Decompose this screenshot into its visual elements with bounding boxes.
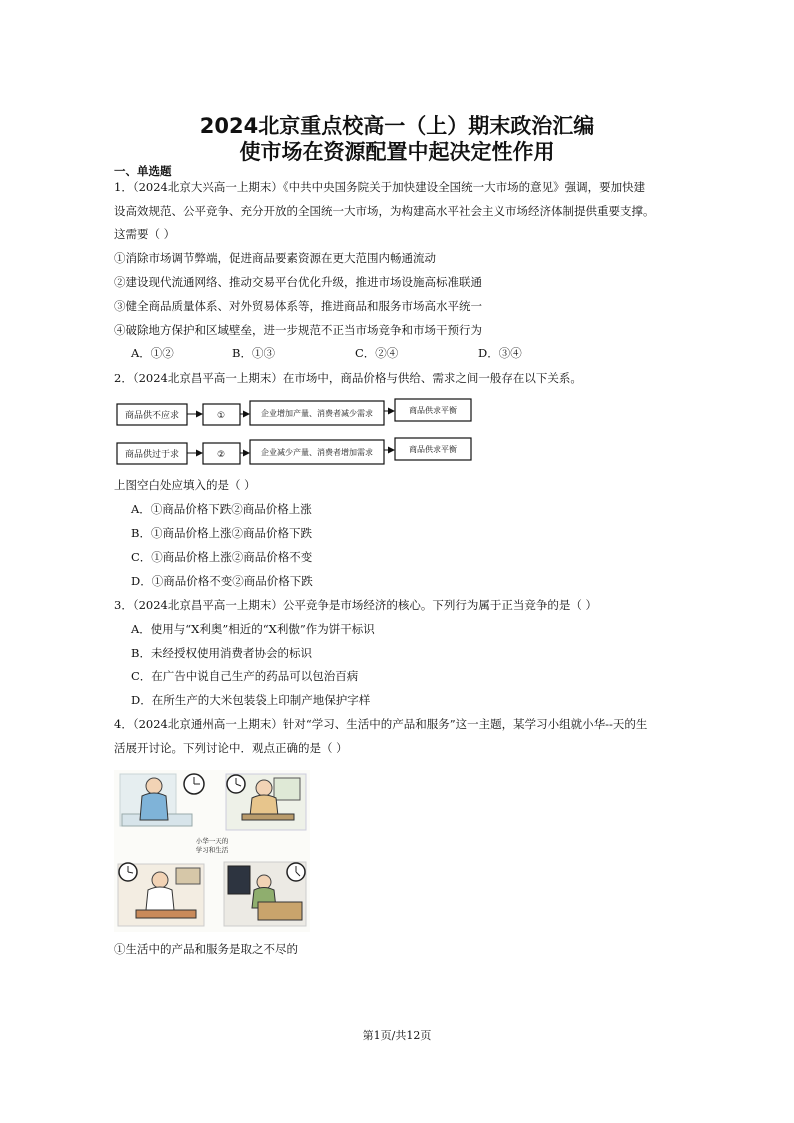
section-heading: 一、单选题	[114, 164, 172, 178]
panel-lunch	[118, 863, 204, 926]
q1-statement-2: ②建设现代流通网络、推动交易平台优化升级，推进市场设施高标准联通	[114, 275, 482, 289]
q1-statement-4: ④破除地方保护和区域壁垒，进一步规范不正当市场竞争和市场干预行为	[114, 323, 482, 337]
q1-option-b: B．①③	[232, 346, 275, 360]
diagram-row-2	[117, 438, 471, 464]
row1-box-1: 商品供不应求	[124, 411, 180, 421]
q2-option-c: C．①商品价格上涨②商品价格不变	[131, 550, 313, 564]
q4-statement-1: ①生活中的产品和服务是取之不尽的	[114, 942, 298, 956]
q4-stem-line1: 4．（2024北京通州高一上期末）针对“学习、生活中的产品和服务”这一主题，某学习小组就小华--天的生	[114, 717, 648, 731]
row1-box-4: 商品供求平衡	[409, 406, 457, 415]
q2-option-d: D．①商品价格不变②商品价格下跌	[131, 574, 313, 588]
q3-option-b: B．未经授权使用消费者协会的标识	[131, 646, 312, 660]
illustration-caption-2: 学习和生活	[195, 846, 229, 854]
daily-life-illustration	[114, 770, 310, 932]
q3-option-d: D．在所生产的大米包装袋上印制产地保护字样	[131, 693, 371, 707]
page-subtitle: 使市场在资源配置中起决定性作用	[239, 140, 555, 164]
q4-stem-line2: 活展开讨论。下列讨论中．观点正确的是（ ）	[114, 741, 348, 755]
q2-prompt: 上图空白处应填入的是（ ）	[114, 478, 256, 492]
page-title: 2024北京重点校高一（上）期末政治汇编	[199, 114, 595, 138]
q1-statement-3: ③健全商品质量体系、对外贸易体系等，推进商品和服务市场高水平统一	[114, 299, 482, 313]
supply-demand-flow-diagram	[114, 396, 480, 466]
q1-stem-line3: 这需要（ ）	[114, 227, 176, 241]
diagram-row-1	[117, 399, 471, 425]
row2-box-1: 商品供过于求	[124, 450, 180, 460]
q3-stem: 3．（2024北京昌平高一上期末）公平竞争是市场经济的核心。下列行为属于正当竞争的是（ ）	[114, 598, 597, 612]
q2-stem: 2．（2024北京昌平高一上期末）在市场中，商品价格与供给、需求之间一般存在以下关系。	[114, 371, 582, 385]
q3-option-a: A．使用与“X利奥”相近的“X利傲”作为饼干标识	[131, 622, 375, 636]
panel-evening	[224, 862, 306, 926]
q1-stem-line2: 设高效规范、公平竞争、充分开放的全国统一大市场，为构建高水平社会主义市场经济体制提供重要支撑。	[114, 204, 655, 218]
row2-blank-2: ②	[216, 450, 226, 460]
panel-school	[226, 774, 306, 830]
row2-box-3: 企业减少产量、消费者增加需求	[261, 448, 373, 457]
illustration-caption-1: 小华一天的	[195, 837, 229, 845]
row1-box-3: 企业增加产量、消费者减少需求	[261, 409, 373, 418]
q1-stem-line1: 1．（2024北京大兴高一上期末）《中共中央国务院关于加快建设全国统一大市场的意见》强调，要加快建	[114, 180, 646, 194]
q1-option-d: D．③④	[478, 346, 522, 360]
q1-option-c: C．②④	[355, 346, 399, 360]
q1-statement-1: ①消除市场调节弊端，促进商品要素资源在更大范围内畅通流动	[114, 251, 436, 265]
q3-option-c: C．在广告中说自己生产的药品可以包治百病	[131, 669, 359, 683]
q2-option-b: B．①商品价格上涨②商品价格下跌	[131, 526, 312, 540]
q1-option-a: A．①②	[131, 346, 174, 360]
row2-box-4: 商品供求平衡	[409, 445, 457, 454]
q2-option-a: A．①商品价格下跌②商品价格上涨	[131, 502, 312, 516]
row1-blank-1: ①	[216, 411, 226, 421]
page-footer: 第1页/共12页	[362, 1029, 432, 1042]
